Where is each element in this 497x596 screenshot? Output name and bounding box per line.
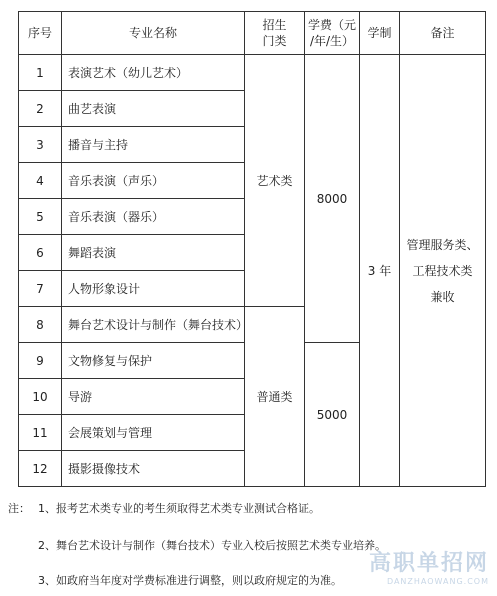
row-name: 曲艺表演 [62,91,245,127]
remark-line2: 工程技术类 [412,263,473,278]
row-name: 文物修复与保护 [62,343,245,379]
note-3: 3、如政府当年度对学费标准进行调整，则以政府规定的为准。 [38,574,342,587]
header-fee [305,12,360,55]
note-1: 1、报考艺术类专业的考生须取得艺术类专业测试合格证。 [38,502,320,515]
watermark-main: 高职单招网 [368,551,489,576]
row-no: 11 [19,415,62,451]
watermark-sub: DANZHAOWANG.COM [386,577,489,586]
header-row [19,12,486,55]
row-no: 9 [19,343,62,379]
remark-cell [400,55,486,487]
header-fee-line2: /年/生） [309,34,355,48]
row-name: 会展策划与管理 [62,415,245,451]
table-row [19,55,486,91]
row-no: 2 [19,91,62,127]
notes-prefix: 注： [8,502,30,515]
header-name: 专业名称 [62,12,245,55]
row-name: 舞蹈表演 [62,235,245,271]
remark-line3: 兼收 [430,289,455,304]
row-no: 12 [19,451,62,487]
header-category-line2: 门类 [262,34,287,48]
row-name: 摄影摄像技术 [62,451,245,487]
header-category-line1: 招生 [262,18,287,32]
fee-high: 8000 [305,55,360,343]
row-name: 导游 [62,379,245,415]
row-no: 7 [19,271,62,307]
category-art: 艺术类 [245,55,305,307]
fee-low: 5000 [305,343,360,487]
row-no: 4 [19,163,62,199]
fee-table [18,11,486,487]
row-no: 5 [19,199,62,235]
row-name: 舞台艺术设计与制作（舞台技术） [62,307,245,343]
row-name: 人物形象设计 [62,271,245,307]
study-system: 3 年 [360,55,400,487]
row-no: 3 [19,127,62,163]
row-name: 表演艺术（幼儿艺术） [62,55,245,91]
row-no: 8 [19,307,62,343]
row-name: 音乐表演（声乐） [62,163,245,199]
row-no: 6 [19,235,62,271]
remark-line1: 管理服务类、 [406,237,479,252]
header-no: 序号 [19,12,62,55]
header-fee-line1: 学费（元 [307,18,356,32]
header-system: 学制 [360,12,400,55]
row-no: 1 [19,55,62,91]
header-remark: 备注 [400,12,486,55]
header-category [245,12,305,55]
row-no: 10 [19,379,62,415]
row-name: 播音与主持 [62,127,245,163]
watermark-logo [369,546,489,586]
category-general: 普通类 [245,307,305,487]
note-2: 2、舞台艺术设计与制作（舞台技术）专业入校后按照艺术类专业培养。 [38,539,386,552]
row-name: 音乐表演（器乐） [62,199,245,235]
